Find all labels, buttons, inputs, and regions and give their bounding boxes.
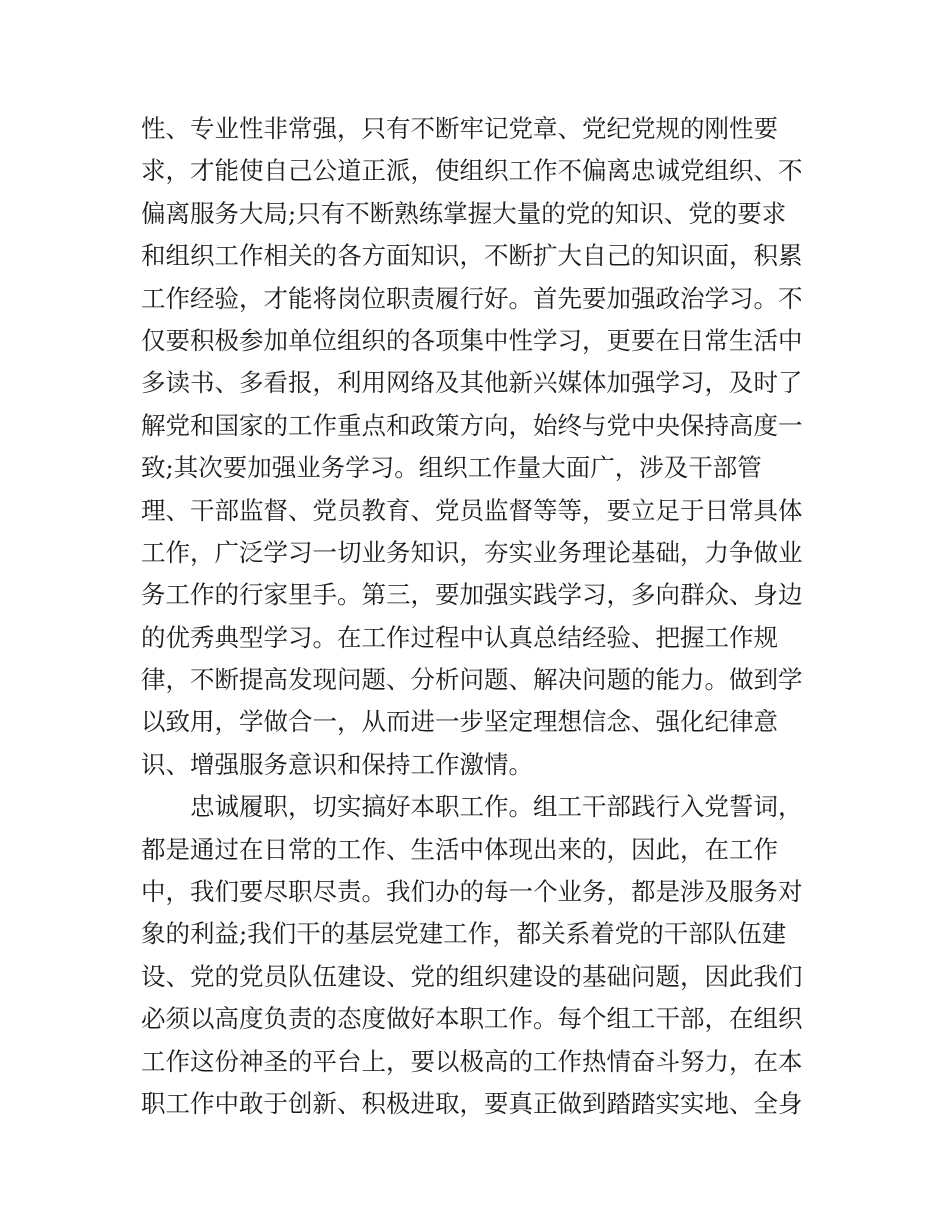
paragraph-1	[141, 108, 821, 786]
text-line: 偏离服务大局;只有不断熟练掌握大量的党的知识、党的要求	[141, 198, 787, 228]
text-line: 性、专业性非常强，只有不断牢记党章、党纪党规的刚性要	[141, 114, 778, 143]
paragraph-2	[141, 786, 821, 1125]
text-line: 职工作中敢于创新、积极进取，要真正做到踏踏实实地、全身	[141, 1088, 803, 1118]
text-line: 多读书、多看报，利用网络及其他新兴媒体加强学习，及时了	[141, 368, 803, 398]
text-line: 工作经验，才能将岗位职责履行好。首先要加强政治学习。不	[141, 283, 803, 313]
text-line: 致;其次要加强业务学习。组织工作量大面广，涉及干部管	[141, 453, 762, 483]
text-line: 工作，广泛学习一切业务知识，夯实业务理论基础，力争做业	[141, 537, 803, 567]
text-line: 理、干部监督、党员教育、党员监督等等，要立足于日常具体	[141, 495, 803, 525]
text-line: 和组织工作相关的各方面知识，不断扩大自己的知识面，积累	[141, 241, 803, 271]
text-line: 仅要积极参加单位组织的各项集中性学习，更要在日常生活中	[141, 325, 803, 355]
text-line: 的优秀典型学习。在工作过程中认真总结经验、把握工作规	[141, 622, 778, 652]
text-line: 以致用，学做合一，从而进一步坚定理想信念、强化纪律意	[141, 707, 778, 737]
text-line: 律，不断提高发现问题、分析问题、解决问题的能力。做到学	[141, 665, 803, 695]
text-line: 求，才能使自己公道正派，使组织工作不偏离忠诚党组织、不	[141, 156, 803, 186]
text-line: 工作这份神圣的平台上，要以极高的工作热情奋斗努力，在本	[141, 1046, 803, 1076]
text-line: 识、增强服务意识和保持工作激情。	[141, 749, 533, 779]
text-line: 都是通过在日常的工作、生活中体现出来的，因此，在工作	[141, 834, 778, 864]
document-body	[141, 108, 821, 1125]
text-line: 必须以高度负责的态度做好本职工作。每个组工干部，在组织	[141, 1004, 803, 1034]
text-line: 象的利益;我们干的基层党建工作，都关系着党的干部队伍建	[141, 919, 787, 949]
text-line: 中，我们要尽职尽责。我们办的每一个业务，都是涉及服务对	[141, 877, 803, 907]
text-line: 解党和国家的工作重点和政策方向，始终与党中央保持高度一	[141, 410, 803, 440]
text-line: 忠诚履职，切实搞好本职工作。组工干部践行入党誓词，	[190, 792, 803, 822]
text-line: 设、党的党员队伍建设、党的组织建设的基础问题，因此我们	[141, 961, 803, 991]
text-line: 务工作的行家里手。第三，要加强实践学习，多向群众、身边	[141, 580, 803, 610]
